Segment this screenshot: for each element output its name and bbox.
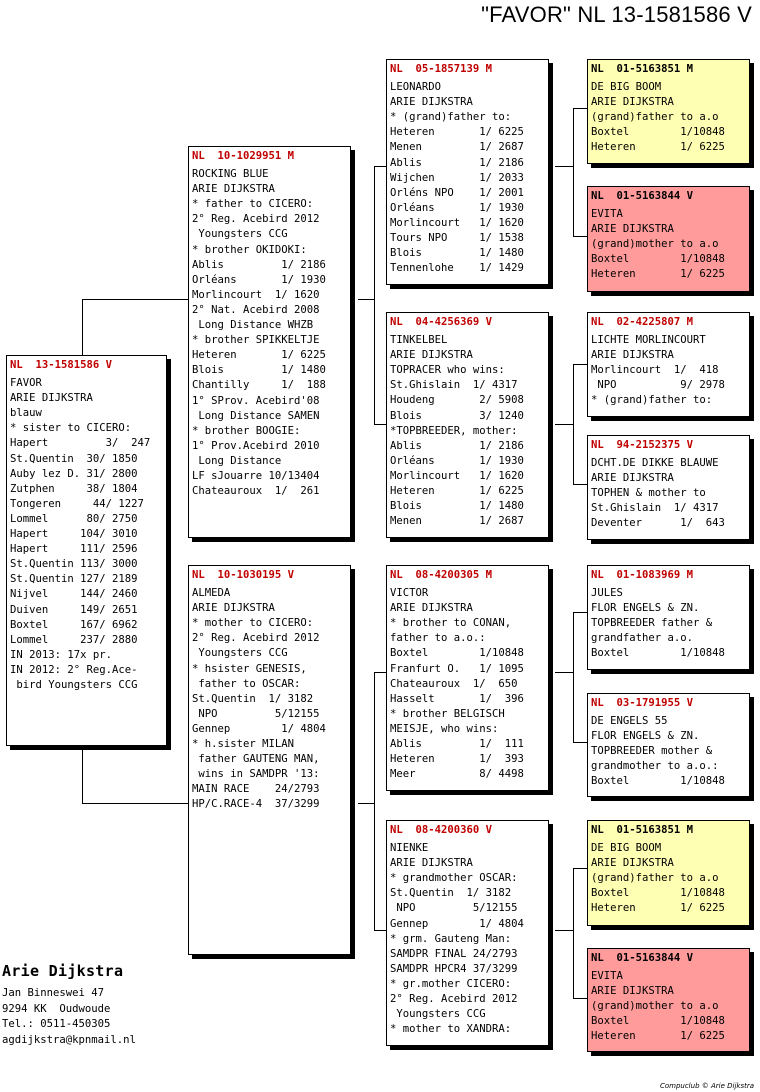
card-line: TOPRACER who wins: (390, 364, 505, 377)
card-line: Heteren 1/ 6225 (390, 485, 524, 498)
pigeon-name: FAVOR (10, 377, 42, 390)
card-line: Orléans 1/ 1930 (390, 454, 524, 467)
card-line: SAMDPR FINAL 24/2793 (390, 947, 518, 960)
owner-name: ARIE DIJKSTRA (390, 349, 473, 362)
card-line: 1° SProv. Acebird'08 (192, 394, 320, 407)
pedigree-card-sss (587, 59, 750, 164)
card-line: Youngsters CCG (390, 1008, 486, 1021)
card-line: blauw (10, 407, 42, 420)
card-line: MAIN RACE 24/2793 (192, 783, 320, 796)
card-line: Heteren 1/ 6225 (390, 126, 524, 139)
owner-name: ARIE DIJKSTRA (390, 96, 473, 109)
connector-line (358, 299, 374, 300)
connector-line (573, 868, 574, 998)
card-line: Houdeng 2/ 5908 (390, 394, 524, 407)
pedigree-card-sire-dam (386, 312, 549, 538)
card-line: Heteren 1/ 6225 (591, 902, 725, 915)
card-line: Orléans 1/ 1930 (390, 201, 524, 214)
card-line: Lommel 237/ 2880 (10, 633, 138, 646)
card-line: Ablis 1/ 2186 (192, 258, 326, 271)
pedigree-card-ddd (587, 948, 750, 1052)
card-line: Hapert 111/ 2596 (10, 543, 138, 556)
card-line: Hapert 104/ 3010 (10, 528, 138, 541)
card-line: * h.sister MILAN (192, 738, 295, 751)
owner-name: ARIE DIJKSTRA (390, 602, 473, 615)
pedigree-card-sire (188, 146, 351, 538)
card-line: Heteren 1/ 6225 (591, 268, 725, 281)
pigeon-name: NIENKE (390, 842, 429, 855)
card-line: bird Youngsters CCG (10, 678, 138, 691)
card-line: Long Distance WHZB (192, 319, 314, 332)
card-line: Morlincourt 1/ 418 (591, 364, 719, 377)
card-line: Orléans 1/ 1930 (192, 273, 326, 286)
card-line: Tennenlohe 1/ 1429 (390, 262, 524, 275)
pedigree-card-sdd (587, 435, 750, 540)
card-line: Gennep 1/ 4804 (192, 722, 326, 735)
breeder-email: agdijkstra@kpnmail.nl (2, 1033, 136, 1046)
card-line: 2° Reg. Acebird 2012 (192, 213, 320, 226)
ring-number: NL 08-4200305 M (390, 569, 493, 581)
breeder-info (2, 962, 136, 1048)
card-line: Tours NPO 1/ 1538 (390, 232, 524, 245)
card-line: * sister to CICERO: (10, 422, 132, 435)
card-line: St.Quentin 127/ 2189 (10, 573, 138, 586)
card-line: Long Distance (192, 454, 282, 467)
connector-line (573, 364, 587, 365)
card-line: Blois 1/ 1480 (390, 500, 524, 513)
card-line: * mother to CICERO: (192, 617, 314, 630)
card-line: St.Quentin 30/ 1850 (10, 452, 138, 465)
card-line: Boxtel 1/10848 (390, 647, 524, 660)
owner-name: ARIE DIJKSTRA (192, 183, 275, 196)
card-line: St.Ghislain 1/ 4317 (390, 379, 518, 392)
card-line: * brother SPIKKELTJE (192, 334, 320, 347)
owner-name: ARIE DIJKSTRA (591, 349, 674, 362)
ring-number: NL 01-1083969 M (591, 569, 694, 581)
card-line: Blois 3/ 1240 (390, 409, 524, 422)
connector-line (374, 672, 375, 930)
card-line: Franfurt O. 1/ 1095 (390, 662, 524, 675)
ring-number: NL 01-5163844 V (591, 952, 694, 964)
card-line: MEISJE, who wins: (390, 722, 499, 735)
owner-name: ARIE DIJKSTRA (591, 857, 674, 870)
pigeon-name: ROCKING BLUE (192, 168, 269, 181)
card-line: Heteren 1/ 6225 (192, 349, 326, 362)
connector-line (555, 672, 573, 673)
card-line: grandfather a.o. (591, 632, 694, 645)
card-line: * mother to XANDRA: (390, 1023, 512, 1036)
breeder-address: Jan Binneswei 47 (2, 987, 105, 999)
pedigree-card-dss (587, 565, 750, 670)
card-line: Boxtel 1/10848 (591, 1015, 725, 1028)
card-line: * brother BOOGIE: (192, 424, 301, 437)
pigeon-name: EVITA (591, 970, 623, 983)
card-line: father to OSCAR: (192, 677, 301, 690)
ring-number: NL 08-4200360 V (390, 824, 493, 836)
card-line: * (grand)father to: (390, 111, 512, 124)
card-line: father to a.o.: (390, 632, 486, 645)
ring-number: NL 01-5163851 M (591, 63, 694, 75)
card-line: * father to CICERO: (192, 198, 314, 211)
ring-number: NL 13-1581586 V (10, 359, 113, 371)
card-line: wins in SAMDPR '13: (192, 768, 320, 781)
card-line: 1° Prov.Acebird 2010 (192, 439, 320, 452)
connector-line (573, 998, 587, 999)
card-line: * brother BELGISCH (390, 707, 505, 720)
owner-name: ARIE DIJKSTRA (390, 857, 473, 870)
card-line: Duiven 149/ 2651 (10, 603, 138, 616)
card-line: Hapert 3/ 247 (10, 437, 151, 450)
connector-line (573, 364, 574, 484)
card-line: * brother OKIDOKI: (192, 243, 307, 256)
card-line: * (grand)father to: (591, 394, 713, 407)
card-line: Morlincourt 1/ 1620 (390, 469, 524, 482)
card-line: * hsister GENESIS, (192, 662, 307, 675)
card-line: TOPBREEDER father & (591, 617, 713, 630)
card-line: 2° Reg. Acebird 2012 (192, 632, 320, 645)
card-line: Long Distance SAMEN (192, 409, 320, 422)
card-line: Ablis 1/ 2186 (390, 156, 524, 169)
card-line: Meer 8/ 4498 (390, 768, 524, 781)
card-line: Boxtel 167/ 6962 (10, 618, 138, 631)
connector-line (82, 299, 83, 356)
card-line: Youngsters CCG (192, 228, 288, 241)
owner-name: ARIE DIJKSTRA (591, 223, 674, 236)
connector-line (82, 299, 189, 300)
breeder-phone: Tel.: 0511-450305 (2, 1018, 111, 1031)
pigeon-name: DCHT.DE DIKKE BLAUWE (591, 457, 719, 470)
card-line: TOPBREEDER mother & (591, 745, 713, 758)
card-line: *TOPBREEDER, mother: (390, 424, 518, 437)
card-line: Lommel 80/ 2750 (10, 512, 138, 525)
card-line: Youngsters CCG (192, 647, 288, 660)
card-line: NPO 5/12155 (192, 707, 320, 720)
card-line: * gr.mother CICERO: (390, 977, 512, 990)
pedigree-card-dam-sire (386, 565, 549, 791)
card-line: Heteren 1/ 6225 (591, 141, 725, 154)
connector-line (555, 930, 573, 931)
ring-number: NL 02-4225807 M (591, 316, 694, 328)
card-line: Morlincourt 1/ 1620 (192, 288, 320, 301)
page-title: "FAVOR" NL 13-1581586 V (481, 2, 752, 27)
pigeon-name: LEONARDO (390, 81, 442, 94)
card-line: TOPHEN & mother to (591, 487, 706, 500)
card-line: Boxtel 1/10848 (591, 253, 725, 266)
card-line: Orléns NPO 1/ 2001 (390, 186, 524, 199)
ring-number: NL 05-1857139 M (390, 63, 493, 75)
card-line: HP/C.RACE-4 37/3299 (192, 798, 320, 811)
card-line: Zutphen 38/ 1804 (10, 482, 138, 495)
card-line: * grm. Gauteng Man: (390, 932, 512, 945)
card-line: Boxtel 1/10848 (591, 887, 725, 900)
card-line: Menen 1/ 2687 (390, 141, 524, 154)
ring-number: NL 10-1030195 V (192, 569, 295, 581)
ring-number: NL 10-1029951 M (192, 150, 295, 162)
card-line: NPO 9/ 2978 (591, 379, 725, 392)
owner-name: ARIE DIJKSTRA (591, 96, 674, 109)
connector-line (573, 612, 587, 613)
pigeon-name: DE ENGELS 55 (591, 715, 668, 728)
card-line: Hasselt 1/ 396 (390, 692, 524, 705)
card-line: Deventer 1/ 643 (591, 517, 725, 530)
pedigree-card-subject (6, 355, 167, 746)
card-line: Auby lez D. 31/ 2800 (10, 467, 138, 480)
card-line: Heteren 1/ 393 (390, 753, 524, 766)
copyright-note: Compuclub © Arie Dijkstra (659, 1082, 754, 1090)
card-line: Ablis 1/ 111 (390, 738, 524, 751)
card-line: * brother to CONAN, (390, 617, 512, 630)
pedigree-card-dam (188, 565, 351, 955)
connector-line (82, 803, 189, 804)
connector-line (573, 108, 587, 109)
card-line: grandmother to a.o.: (591, 760, 719, 773)
owner-name: ARIE DIJKSTRA (591, 472, 674, 485)
card-line: Gennep 1/ 4804 (390, 917, 524, 930)
card-line: St.Quentin 1/ 3182 (390, 887, 512, 900)
card-line: Boxtel 1/10848 (591, 647, 725, 660)
connector-line (358, 803, 374, 804)
pedigree-card-sire-sire (386, 59, 549, 285)
card-line: Tongeren 44/ 1227 (10, 497, 144, 510)
card-line: father GAUTENG MAN, (192, 753, 320, 766)
breeder-name: Arie Dijkstra (2, 962, 124, 980)
pedigree-card-ssd (587, 186, 750, 292)
ring-number: NL 01-5163851 M (591, 824, 694, 836)
ring-number: NL 04-4256369 V (390, 316, 493, 328)
card-line: * grandmother OSCAR: (390, 872, 518, 885)
ring-number: NL 94-2152375 V (591, 439, 694, 451)
pigeon-name: EVITA (591, 208, 623, 221)
pigeon-name: JULES (591, 587, 623, 600)
pedigree-card-dsd (587, 693, 750, 797)
owner-name: ARIE DIJKSTRA (10, 392, 93, 405)
card-line: Heteren 1/ 6225 (591, 1030, 725, 1043)
pigeon-name: DE BIG BOOM (591, 81, 662, 94)
pigeon-name: ALMEDA (192, 587, 231, 600)
card-line: SAMDPR HPCR4 37/3299 (390, 962, 518, 975)
connector-line (82, 746, 83, 803)
owner-name: ARIE DIJKSTRA (192, 602, 275, 615)
card-line: 2° Nat. Acebird 2008 (192, 303, 320, 316)
connector-line (573, 742, 587, 743)
card-line: Nijvel 144/ 2460 (10, 588, 138, 601)
pedigree-card-dds (587, 820, 750, 926)
owner-name: FLOR ENGELS & ZN. (591, 730, 700, 743)
pigeon-name: VICTOR (390, 587, 429, 600)
connector-line (374, 166, 375, 424)
card-line: Chateauroux 1/ 650 (390, 677, 518, 690)
card-line: Wijchen 1/ 2033 (390, 171, 524, 184)
card-line: St.Quentin 1/ 3182 (192, 692, 314, 705)
card-line: IN 2012: 2° Reg.Ace- (10, 663, 138, 676)
card-line: 2° Reg. Acebird 2012 (390, 993, 518, 1006)
owner-name: ARIE DIJKSTRA (591, 985, 674, 998)
card-line: St.Quentin 113/ 3000 (10, 558, 138, 571)
connector-line (573, 612, 574, 742)
pigeon-name: DE BIG BOOM (591, 842, 662, 855)
card-line: Menen 1/ 2687 (390, 515, 524, 528)
owner-name: FLOR ENGELS & ZN. (591, 602, 700, 615)
card-line: Boxtel 1/10848 (591, 126, 725, 139)
connector-line (573, 236, 587, 237)
connector-line (555, 166, 573, 167)
card-line: Chateauroux 1/ 261 (192, 485, 320, 498)
connector-line (573, 484, 587, 485)
pedigree-card-sds (587, 312, 750, 417)
connector-line (555, 424, 573, 425)
pedigree-card-dam-dam (386, 820, 549, 1046)
card-line: (grand)mother to a.o (591, 1000, 719, 1013)
card-line: (grand)father to a.o (591, 872, 719, 885)
card-line: LF sJouarre 10/13404 (192, 469, 320, 482)
card-line: Blois 1/ 1480 (390, 247, 524, 260)
breeder-postcode: 9294 KK Oudwoude (2, 1002, 111, 1015)
card-line: Morlincourt 1/ 1620 (390, 216, 524, 229)
ring-number: NL 03-1791955 V (591, 697, 694, 709)
card-line: IN 2013: 17x pr. (10, 648, 113, 661)
pigeon-name: LICHTE MORLINCOURT (591, 334, 706, 347)
card-line: Ablis 1/ 2186 (390, 439, 524, 452)
connector-line (573, 868, 587, 869)
connector-line (573, 108, 574, 236)
card-line: Boxtel 1/10848 (591, 775, 725, 788)
ring-number: NL 01-5163844 V (591, 190, 694, 202)
card-line: NPO 5/12155 (390, 902, 518, 915)
card-line: St.Ghislain 1/ 4317 (591, 502, 719, 515)
card-line: (grand)father to a.o (591, 111, 719, 124)
card-line: Blois 1/ 1480 (192, 364, 326, 377)
card-line: Chantilly 1/ 188 (192, 379, 326, 392)
card-line: (grand)mother to a.o (591, 238, 719, 251)
pigeon-name: TINKELBEL (390, 334, 448, 347)
